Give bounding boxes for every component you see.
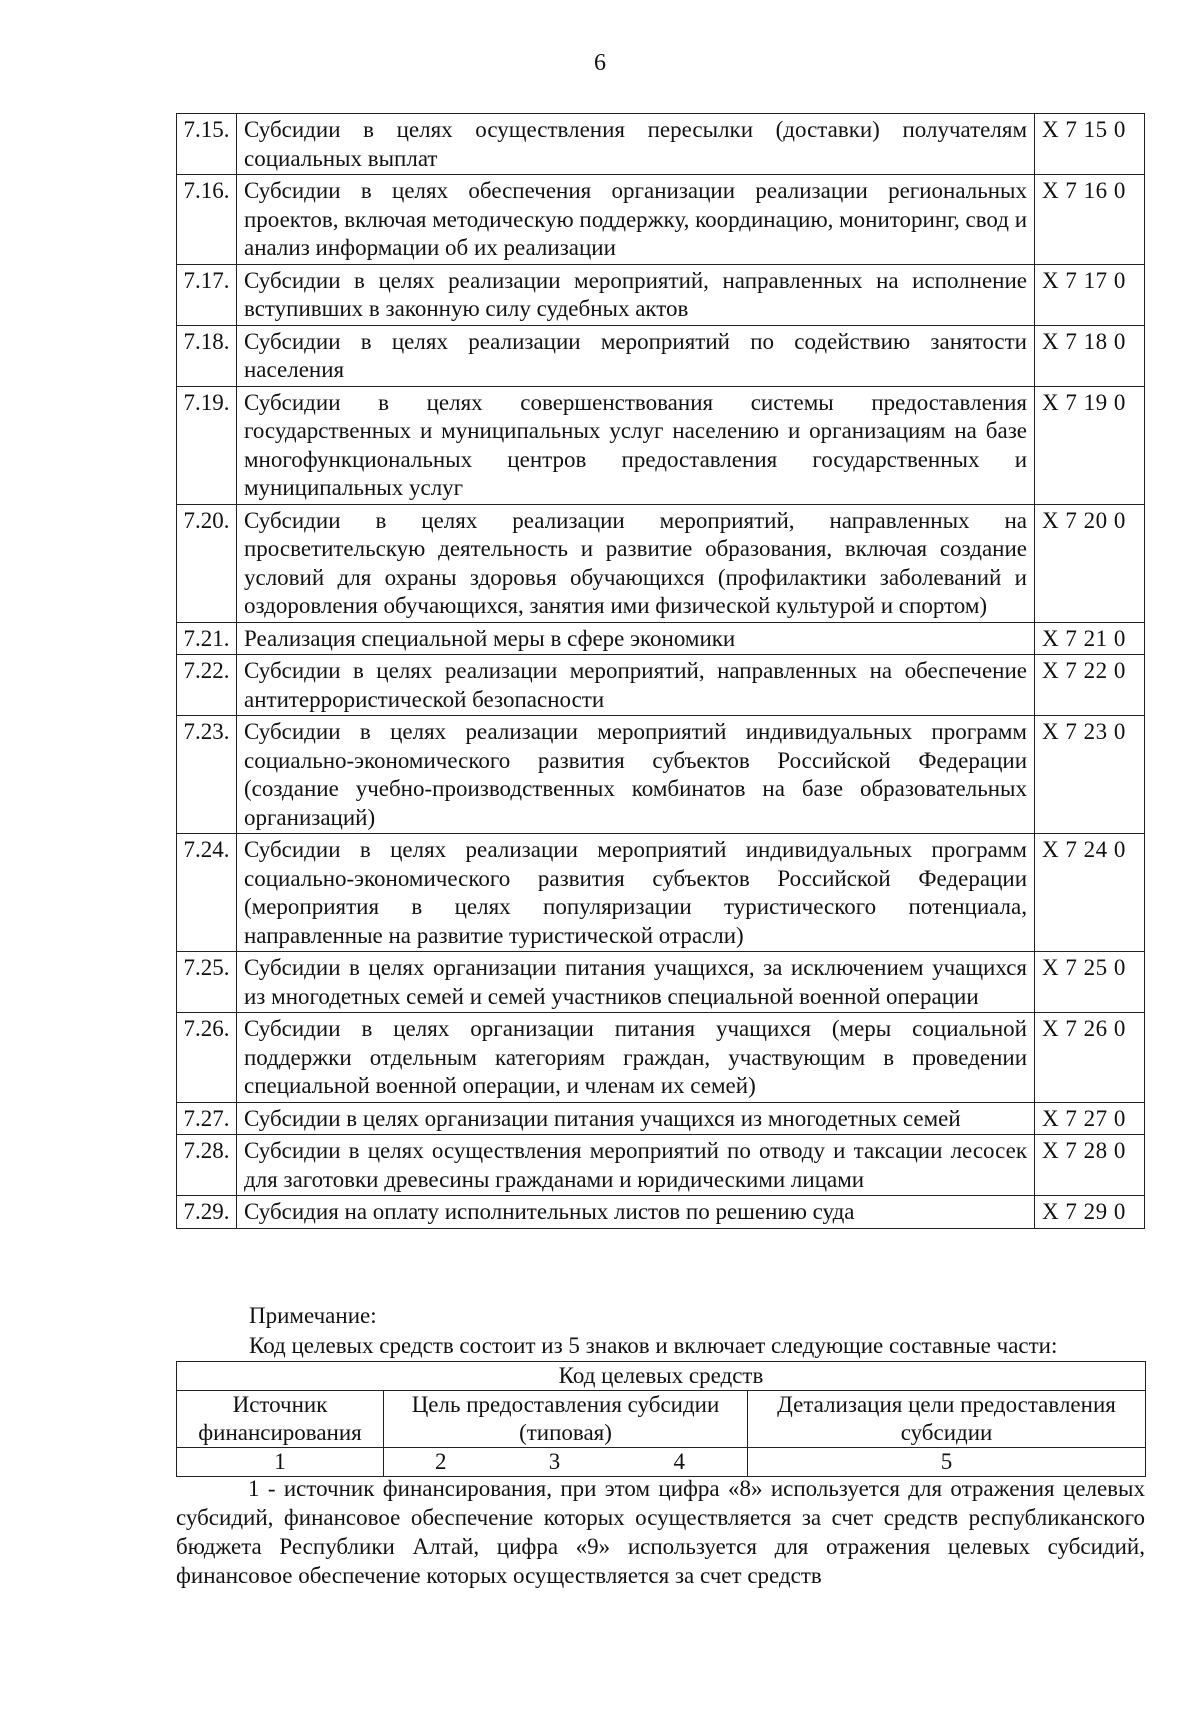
row-description: Субсидии в целях реализации мероприятий, направленных на обеспечение антитеррористической безопасности <box>237 655 1035 716</box>
row-number: 7.21. <box>177 622 237 655</box>
row-description: Субсидии в целях совершенствования системы предоставления государственных и муниципальных услуг населению и организациям на базе многофункциональных центров предоставления государственных и муниципальных услуг <box>237 386 1035 504</box>
row-code: Х 7 21 0 <box>1035 622 1145 655</box>
row-number: 7.18. <box>177 325 237 386</box>
row-number: 7.27. <box>177 1102 237 1135</box>
table-row <box>177 386 1145 504</box>
row-description: Реализация специальной меры в сфере экономики <box>237 622 1035 655</box>
table-row <box>177 1196 1145 1229</box>
row-description: Субсидии в целях организации питания учащихся из многодетных семей <box>237 1102 1035 1135</box>
note-paragraph: 1 - источник финансирования, при этом цифра «8» используется для отражения целевых субсидий, финансовое обеспечение которых осуществляется за счет средств республиканского бюджета Республики Алтай, цифра «9» используется для отражения целевых субсидий, финансовое обеспечение которых осуществляется за счет средств <box>176 1476 1145 1588</box>
row-description: Субсидия на оплату исполнительных листов по решению суда <box>237 1196 1035 1229</box>
row-code: Х 7 28 0 <box>1035 1135 1145 1196</box>
row-code: Х 7 19 0 <box>1035 386 1145 504</box>
row-code: Х 7 16 0 <box>1035 175 1145 265</box>
row-code: Х 7 24 0 <box>1035 834 1145 952</box>
row-code: Х 7 18 0 <box>1035 325 1145 386</box>
table-row <box>177 1102 1145 1135</box>
table-row <box>177 1135 1145 1196</box>
row-number: 7.22. <box>177 655 237 716</box>
row-number: 7.29. <box>177 1196 237 1229</box>
row-code: Х 7 17 0 <box>1035 264 1145 325</box>
row-number: 7.15. <box>177 114 237 175</box>
page-number: 6 <box>594 50 606 76</box>
purpose-detail-header: Детализация цели предоставления субсидии <box>748 1391 1146 1448</box>
row-description: Субсидии в целях реализации мероприятий, направленных на просветительскую деятельность и развитие образования, включая создание условий для охраны здоровья обучающихся (профилактики заболеваний и оздоровления обучающихся, занятия ими физической культурой и спортом) <box>237 504 1035 622</box>
table-row <box>177 504 1145 622</box>
row-number: 7.28. <box>177 1135 237 1196</box>
row-number: 7.20. <box>177 504 237 622</box>
row-code: Х 7 20 0 <box>1035 504 1145 622</box>
table-row <box>177 716 1145 834</box>
row-code: Х 7 29 0 <box>1035 1196 1145 1229</box>
row-description: Субсидии в целях реализации мероприятий индивидуальных программ социально-экономического развития субъектов Российской Федерации (создание учебно-производственных комбинатов на базе образовательных организаций) <box>237 716 1035 834</box>
row-number: 7.26. <box>177 1013 237 1103</box>
position-cell: 3 <box>498 1448 612 1477</box>
subsidy-codes-table <box>176 113 1145 1229</box>
row-number: 7.16. <box>177 175 237 265</box>
note-intro: Код целевых средств состоит из 5 знаков и включает следующие составные части: <box>249 1333 1058 1358</box>
row-code: Х 7 15 0 <box>1035 114 1145 175</box>
table-row <box>177 264 1145 325</box>
row-description: Субсидии в целях обеспечения организации реализации региональных проектов, включая методическую поддержку, координацию, мониторинг, свод и анализ информации об их реализации <box>237 175 1035 265</box>
table-row <box>177 655 1145 716</box>
position-cell: 4 <box>612 1448 748 1477</box>
row-description: Субсидии в целях реализации мероприятий по содействию занятости населения <box>237 325 1035 386</box>
position-cell: 1 <box>177 1448 384 1477</box>
row-code: Х 7 23 0 <box>1035 716 1145 834</box>
row-number: 7.23. <box>177 716 237 834</box>
table-row <box>177 114 1145 175</box>
row-description: Субсидии в целях организации питания учащихся, за исключением учащихся из многодетных семей и семей участников специальной военной операции <box>237 952 1035 1013</box>
row-number: 7.19. <box>177 386 237 504</box>
source-of-funding-header: Источник финансирования <box>177 1391 384 1448</box>
row-description: Субсидии в целях реализации мероприятий индивидуальных программ социально-экономического развития субъектов Российской Федерации (мероприятия в целях популяризации туристического потенциала, направленные на развитие туристической отрасли) <box>237 834 1035 952</box>
row-code: Х 7 25 0 <box>1035 952 1145 1013</box>
row-description: Субсидии в целях реализации мероприятий, направленных на исполнение вступивших в законную силу судебных актов <box>237 264 1035 325</box>
subsidy-purpose-header: Цель предоставления субсидии (типовая) <box>384 1391 748 1448</box>
row-number: 7.24. <box>177 834 237 952</box>
code-structure-table <box>176 1361 1146 1477</box>
row-code: Х 7 26 0 <box>1035 1013 1145 1103</box>
table-row <box>177 834 1145 952</box>
row-description: Субсидии в целях осуществления мероприятий по отводу и таксации лесосек для заготовки древесины гражданами и юридическими лицами <box>237 1135 1035 1196</box>
code-structure-header: Код целевых средств <box>177 1362 1146 1391</box>
row-number: 7.17. <box>177 264 237 325</box>
position-cell: 5 <box>748 1448 1146 1477</box>
subsidy-codes-body <box>177 114 1145 1229</box>
table-row <box>177 1013 1145 1103</box>
table-row <box>177 952 1145 1013</box>
row-description: Субсидии в целях осуществления пересылки (доставки) получателям социальных выплат <box>237 114 1035 175</box>
row-code: Х 7 22 0 <box>1035 655 1145 716</box>
row-description: Субсидии в целях организации питания учащихся (меры социальной поддержки отдельным категориям граждан, участвующим в проведении специальной военной операции, и членам их семей) <box>237 1013 1035 1103</box>
row-code: Х 7 27 0 <box>1035 1102 1145 1135</box>
table-row <box>177 622 1145 655</box>
note-title: Примечание: <box>249 1303 377 1328</box>
row-number: 7.25. <box>177 952 237 1013</box>
position-cell: 2 <box>384 1448 498 1477</box>
table-row <box>177 175 1145 265</box>
table-row <box>177 325 1145 386</box>
